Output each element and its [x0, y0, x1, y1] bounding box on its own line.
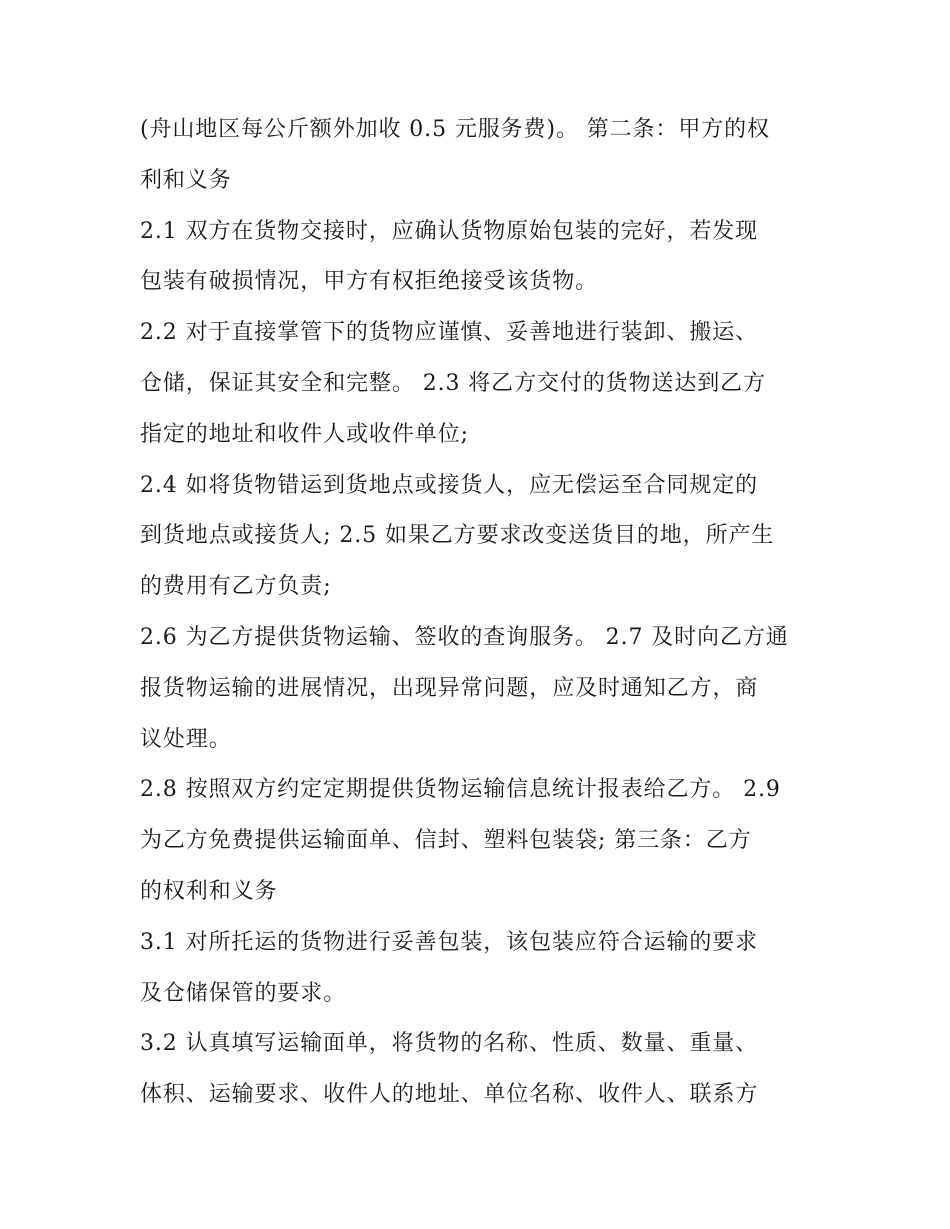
text-line: 指定的地址和收件人或收件单位; — [140, 421, 469, 447]
text-line: 体积、运输要求、收件人的地址、单位名称、收件人、联系方 — [140, 1082, 759, 1108]
text-line: 议处理。 — [140, 726, 232, 752]
text-line: 3.2 认真填写运输面单，将货物的名称、性质、数量、重量、 — [140, 1031, 759, 1057]
text-line: 的费用有乙方负责; — [140, 574, 332, 600]
text-line: 仓储，保证其安全和完整。 2.3 将乙方交付的货物送达到乙方 — [140, 370, 766, 396]
text-line: 2.1 双方在货物交接时，应确认货物原始包装的完好，若发现 — [140, 218, 759, 244]
text-line: 2.4 如将货物错运到货地点或接货人，应无偿运至合同规定的 — [140, 472, 759, 498]
text-line: 2.2 对于直接掌管下的货物应谨慎、妥善地进行装卸、搬运、 — [140, 320, 759, 346]
text-line: 报货物运输的进展情况，出现异常问题，应及时通知乙方，商 — [140, 675, 759, 701]
text-line: 包装有破损情况，甲方有权拒绝接受该货物。 — [140, 269, 599, 295]
text-line: 为乙方免费提供运输面单、信封、塑料包装袋; 第三条：乙方 — [140, 828, 752, 854]
document-body — [140, 105, 812, 1121]
contract-text — [140, 105, 812, 1121]
text-line: 利和义务 — [140, 167, 232, 193]
text-line: (舟山地区每公斤额外加收 0.5 元服务费)。 第二条：甲方的权 — [140, 117, 770, 142]
text-line: 2.6 为乙方提供货物运输、签收的查询服务。 2.7 及时向乙方通 — [140, 624, 789, 650]
text-line: 的权利和义务 — [140, 878, 278, 904]
text-line: 及仓储保管的要求。 — [140, 980, 347, 1006]
text-line: 到货地点或接货人; 2.5 如果乙方要求改变送货目的地，所产生 — [140, 523, 775, 549]
text-line: 2.8 按照双方约定定期提供货物运输信息统计报表给乙方。 2.9 — [140, 777, 781, 803]
text-line: 3.1 对所托运的货物进行妥善包装，该包装应符合运输的要求 — [140, 929, 759, 955]
